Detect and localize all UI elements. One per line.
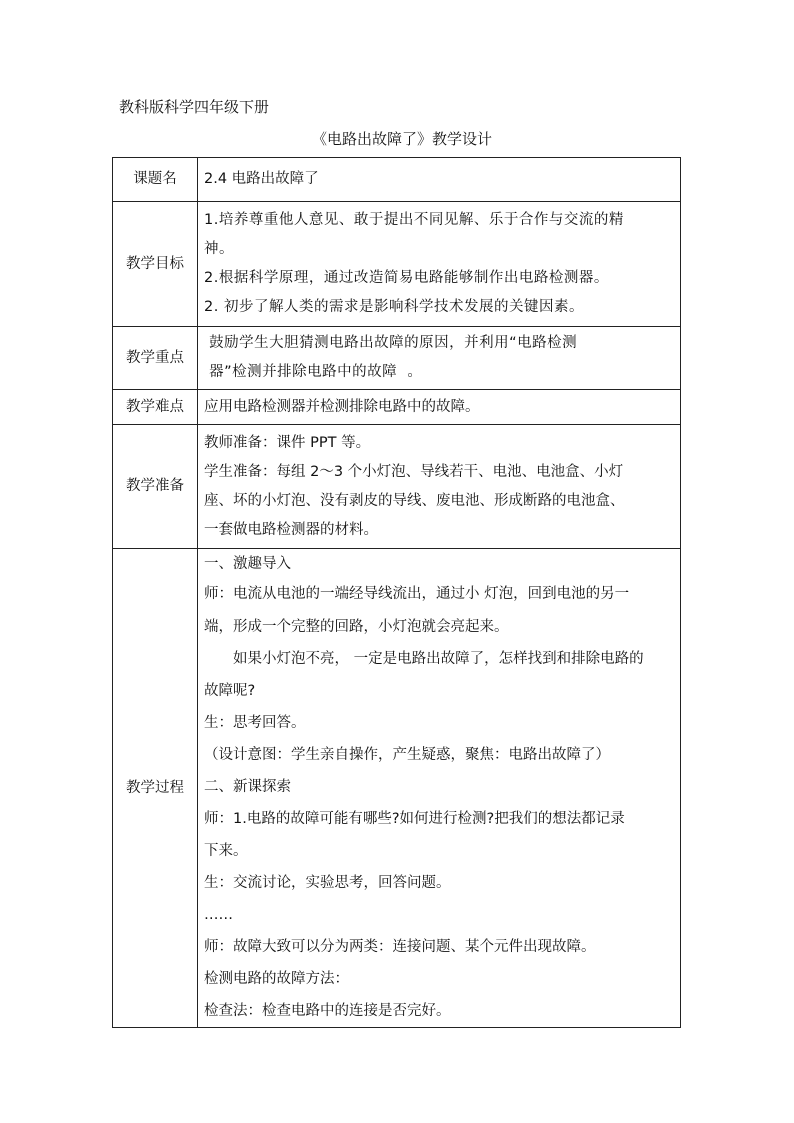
- process-line: 端，形成一个完整的回路，小灯泡就会亮起来。: [204, 619, 509, 635]
- difficulty-label: 教学难点: [113, 390, 198, 425]
- process-line: 二、新课探索: [204, 779, 291, 795]
- process-line: 生：思考回答。: [204, 715, 306, 731]
- process-line: 一、激趣导入: [204, 556, 291, 572]
- preparation-line: 座、坏的小灯泡、没有剥皮的导线、废电池、形成断路的电池盒、: [204, 492, 625, 509]
- preparation-line: 教师准备：课件 PPT 等。: [204, 434, 371, 451]
- topic-value: 2.4 电路出故障了: [198, 158, 681, 202]
- preparation-content: [198, 425, 681, 549]
- process-line: 如果小灯泡不亮， 一定是电路出故障了，怎样找到和排除电路的: [233, 651, 644, 667]
- process-line: ……: [204, 907, 233, 923]
- preparation-line: 一套做电路检测器的材料。: [204, 521, 378, 538]
- process-content: [198, 549, 681, 1028]
- difficulty-value: 应用电路检测器并检测排除电路中的故障。: [198, 390, 681, 425]
- table-row-process: [113, 549, 681, 1028]
- table-row-topic: [113, 158, 681, 202]
- process-line: 生：交流讨论，实验思考，回答问题。: [204, 875, 451, 891]
- focus-line: 鼓励学生大胆猜测电路出故障的原因，并利用“电路检测: [204, 335, 578, 351]
- goals-label: 教学目标: [113, 202, 198, 327]
- process-line: 师：1.电路的故障可能有哪些?如何进行检测?把我们的想法都记录: [204, 811, 625, 827]
- process-line: 师：电流从电池的一端经导线流出，通过小 灯泡，回到电池的另一: [204, 586, 630, 602]
- topic-label: 课题名: [113, 158, 198, 202]
- process-line: （设计意图：学生亲自操作，产生疑惑，聚焦：电路出故障了）: [204, 747, 610, 763]
- focus-content: [198, 327, 681, 390]
- process-label: 教学过程: [113, 549, 198, 1028]
- process-line: 师：故障大致可以分为两类：连接问题、某个元件出现故障。: [204, 939, 596, 955]
- goals-content: [198, 202, 681, 327]
- lesson-plan-table: [112, 157, 681, 1028]
- focus-line: 器”检测并排除电路中的故障 。: [204, 364, 423, 380]
- goals-line: 1.培养尊重他人意见、敢于提出不同见解、乐于合作与交流的精: [204, 212, 624, 228]
- goals-line: 神。: [204, 241, 234, 257]
- table-row-difficulty: [113, 390, 681, 425]
- table-row-focus: [113, 327, 681, 390]
- preparation-label: 教学准备: [113, 425, 198, 549]
- process-line: 下来。: [204, 843, 248, 859]
- goals-line: 2.根据科学原理，通过改造简易电路能够制作出电路检测器。: [204, 270, 609, 286]
- focus-label: 教学重点: [113, 327, 198, 390]
- table-row-preparation: [113, 425, 681, 549]
- process-line: 检查法：检查电路中的连接是否完好。: [204, 1003, 451, 1019]
- book-title: 教科版科学四年级下册: [119, 98, 270, 116]
- table-row-goals: [113, 202, 681, 327]
- preparation-line: 学生准备：每组 2～3 个小灯泡、导线若干、电池、电池盒、小灯: [204, 463, 624, 480]
- goals-line: 2. 初步了解人类的需求是影响科学技术发展的关键因素。: [204, 299, 584, 315]
- document-title: 《电路出故障了》教学设计: [311, 130, 492, 148]
- process-line: 故障呢?: [204, 683, 256, 699]
- process-line: 检测电路的故障方法：: [204, 971, 349, 987]
